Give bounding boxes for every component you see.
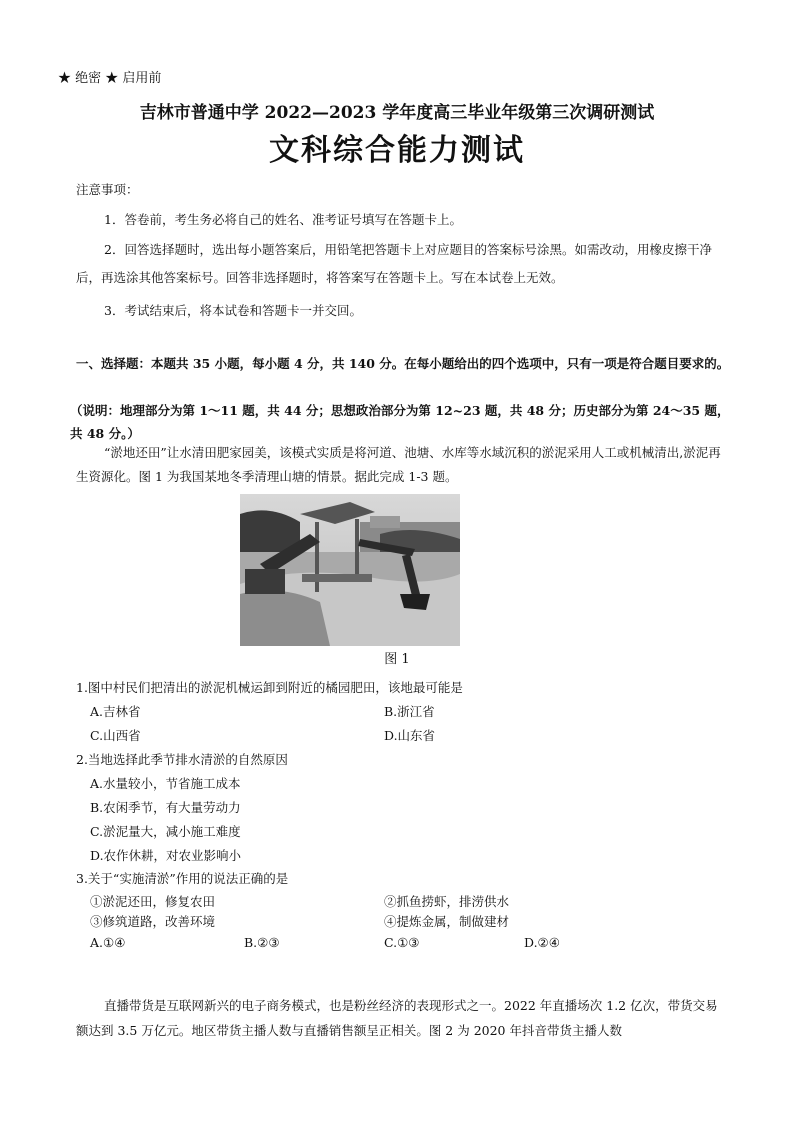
question-1-stem: 1.图中村民们把清出的淤泥机械运卸到附近的橘园肥田，该地最可能是 (76, 680, 463, 695)
notes-heading: 注意事项： (76, 182, 139, 197)
q3-statement-3: ③修筑道路，改善环境 (90, 914, 216, 929)
q3-statement-2: ②抓鱼捞虾，排涝供水 (384, 894, 510, 909)
figure-caption: 图 1 (384, 652, 410, 667)
note-item-2: 2．回答选择题时，选出每小题答案后，用铅笔把答题卡上对应题目的答案标号涂黑。如需改动，用橡皮擦干净后，再选涂其他答案标号。回答非选择题时，将答案写在答题卡上。写在本试卷上无效。 (76, 242, 712, 285)
passage-2: 直播带货是互联网新兴的电子商务模式，也是粉丝经济的表现形式之一。2022 年直播场次 1.2 亿次，带货交易额达到 3.5 万亿元。地区带货主播人数与直播销售额呈正相关。图 2 为 2020 年抖音带货主播人数 (76, 998, 718, 1038)
section-heading: 一、选择题：本题共 35 小题，每小题 4 分，共 140 分。在每小题给出的四个选项中，只有一项是符合题目要求的。 (76, 356, 730, 371)
q3-option-b: B.②③ (244, 935, 280, 950)
q3-statement-1: ①淤泥还田，修复农田 (90, 894, 216, 909)
q2-option-b: B.农闲季节，有大量劳动力 (90, 800, 241, 815)
q1-option-d: D.山东省 (384, 728, 436, 743)
exam-subtitle: 吉林市普通中学 2022—2023 学年度高三毕业年级第三次调研测试 (139, 103, 655, 123)
q2-option-a: A.水量较小，节省施工成本 (90, 776, 241, 791)
q3-option-a: A.①④ (90, 935, 126, 950)
passage-1: “淤地还田”让水清田肥家园美，该模式实质是将河道、池塘、水库等水域沉积的淤泥采用人工或机械清出,淤泥再生资源化。图 1 为我国某地冬季清理山塘的情景。据此完成 1-3 题。 (76, 445, 721, 484)
q3-statement-4: ④提炼金属，制做建材 (384, 914, 510, 929)
q2-option-d: D.农作休耕，对农业影响小 (90, 848, 242, 863)
q3-option-c: C.①③ (384, 935, 420, 950)
section-note: （说明：地理部分为第 1～11 题，共 44 分；思想政治部分为第 12~23 题，共 48 分；历史部分为第 24～35 题，共 48 分。） (70, 403, 730, 441)
q2-option-c: C.淤泥量大，减小施工难度 (90, 824, 241, 839)
question-2-stem: 2.当地选择此季节排水清淤的自然原因 (76, 752, 288, 767)
exam-title: 文科综合能力测试 (269, 133, 525, 168)
confidential-label: ★ 绝密 ★ 启用前 (58, 71, 162, 86)
note-item-3: 3．考试结束后，将本试卷和答题卡一并交回。 (104, 303, 362, 318)
q3-option-d: D.②④ (524, 935, 560, 950)
q1-option-a: A.吉林省 (90, 704, 141, 719)
q1-option-c: C.山西省 (90, 728, 141, 743)
note-item-1: 1．答卷前，考生务必将自己的姓名、准考证号填写在答题卡上。 (104, 212, 462, 227)
dredging-photo (240, 494, 460, 646)
q1-option-b: B.浙江省 (384, 704, 435, 719)
question-3-stem: 3.关于“实施清淤”作用的说法正确的是 (76, 871, 289, 886)
